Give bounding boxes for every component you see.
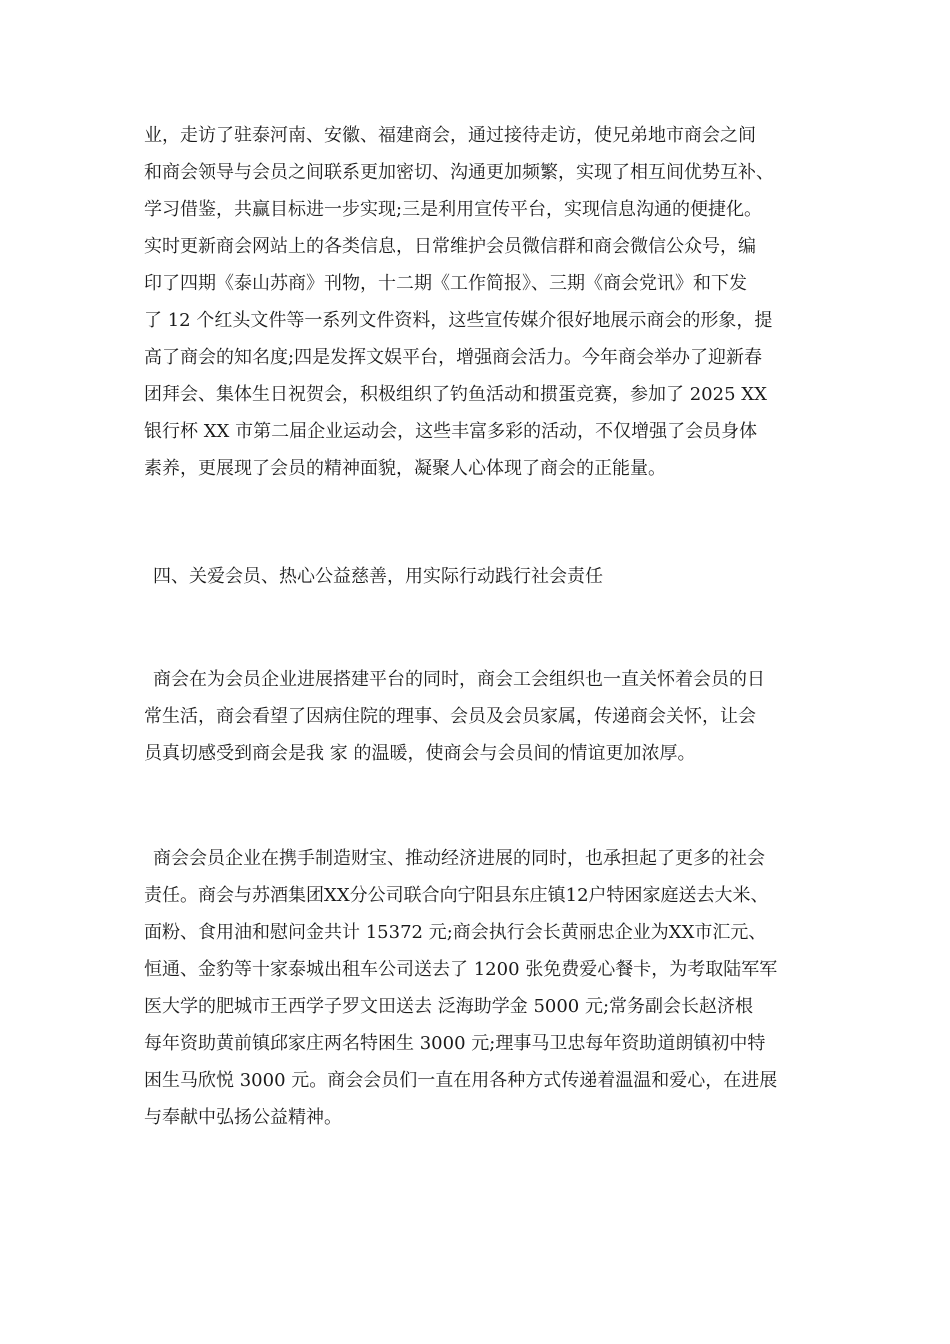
- paragraph-1-line-4: 实时更新商会网站上的各类信息，日常维护会员微信群和商会微信公众号，编: [144, 236, 756, 257]
- paragraph-3-line-7: 困生马欣悦 3000 元。商会会员们一直在用各种方式传递着温温和爱心，在进展: [144, 1070, 778, 1091]
- paragraph-1-line-1: 业，走访了驻泰河南、安徽、福建商会，通过接待走访，使兄弟地市商会之间: [144, 125, 756, 146]
- paragraph-1-line-5: 印了四期《泰山苏商》刊物，十二期《工作简报》、三期《商会党讯》和下发: [144, 273, 747, 294]
- paragraph-1-line-2: 和商会领导与会员之间联系更加密切、沟通更加频繁，实现了相互间优势互补、: [144, 162, 774, 183]
- paragraph-1-line-9: 银行杯 XX 市第二届企业运动会，这些丰富多彩的活动，不仅增强了会员身体: [144, 421, 758, 442]
- paragraph-1-line-3: 学习借鉴，共赢目标进一步实现;三是利用宣传平台，实现信息沟通的便捷化。: [144, 199, 763, 220]
- paragraph-1-line-6: 了 12 个红头文件等一系列文件资料，这些宣传媒介很好地展示商会的形象，提: [144, 310, 773, 331]
- paragraph-3-line-5: 医大学的肥城市王西学子罗文田送去 泛海助学金 5000 元;常务副会长赵济根: [144, 996, 754, 1017]
- paragraph-3-line-6: 每年资助黄前镇邱家庄两名特困生 3000 元;理事马卫忠每年资助道朗镇初中特: [144, 1033, 766, 1054]
- paragraph-1-line-8: 团拜会、集体生日祝贺会，积极组织了钓鱼活动和掼蛋竞赛，参加了 2025 XX: [144, 384, 767, 405]
- paragraph-3-line-3: 面粉、食用油和慰问金共计 15372 元;商会执行会长黄丽忠企业为XX市汇元、: [144, 922, 767, 943]
- paragraph-3-line-2: 责任。商会与苏酒集团XX分公司联合向宁阳县东庄镇12户特困家庭送去大米、: [144, 885, 769, 906]
- paragraph-2-line-2: 常生活，商会看望了因病住院的理事、会员及会员家属，传递商会关怀，让会: [144, 706, 756, 727]
- paragraph-2-line-1: 商会在为会员企业进展搭建平台的同时，商会工会组织也一直关怀着会员的日: [153, 669, 765, 690]
- paragraph-3-line-8: 与奉献中弘扬公益精神。: [144, 1107, 342, 1128]
- section-heading-4: 四、关爱会员、热心公益慈善，用实际行动践行社会责任: [153, 566, 603, 587]
- paragraph-3-line-1: 商会会员企业在携手制造财宝、推动经济进展的同时，也承担起了更多的社会: [153, 848, 765, 869]
- paragraph-1-line-10: 素养，更展现了会员的精神面貌，凝聚人心体现了商会的正能量。: [144, 458, 666, 479]
- paragraph-2-line-3: 员真切感受到商会是我 家 的温暖，使商会与会员间的情谊更加浓厚。: [144, 743, 696, 764]
- paragraph-3-line-4: 恒通、金豹等十家泰城出租车公司送去了 1200 张免费爱心餐卡，为考取陆军军: [144, 959, 778, 980]
- paragraph-1-line-7: 高了商会的知名度;四是发挥文娱平台，增强商会活力。今年商会举办了迎新春: [144, 347, 763, 368]
